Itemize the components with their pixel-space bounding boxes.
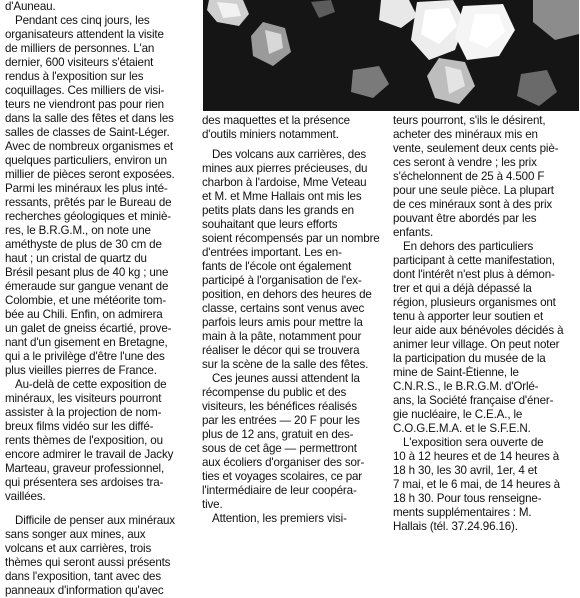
- text-line: d'outils miniers notamment.: [202, 128, 339, 141]
- text-line: C.N.R.S., le B.R.G.M. d'Orlé-: [393, 380, 539, 393]
- text-line: sous de cet âge — permettront: [202, 442, 357, 455]
- text-line: thèmes qui seront aussi présents: [5, 556, 171, 569]
- text-line: Pendant ces cinq jours, les: [15, 14, 150, 27]
- text-line: un galet de gneiss écartié, prove-: [5, 322, 172, 335]
- text-line: nant d'un gisement en Bretagne,: [5, 336, 168, 349]
- text-line: région, plusieurs organismes ont: [393, 296, 556, 309]
- text-line: aux écoliers d'organiser des sor-: [202, 456, 365, 469]
- text-line: breux films vidéo sur les diffé-: [5, 420, 154, 433]
- text-line: Au-delà de cette exposition de: [15, 378, 167, 391]
- text-line: sans songer aux mines, aux: [5, 528, 146, 541]
- text-line: petits plats dans les grands en: [202, 204, 354, 217]
- text-line: charbon à l'ardoise, Mme Veteau: [202, 176, 367, 189]
- text-line: de milliers de personnes. L'an: [5, 42, 155, 55]
- text-line: participé à l'organisation de l'ex-: [202, 274, 362, 287]
- text-line: mines aux pierres précieuses, du: [202, 162, 368, 175]
- text-line: dont l'intérêt n'est plus à démon-: [393, 268, 555, 281]
- text-line: haut ; un cristal de quartz du: [5, 252, 147, 265]
- text-line: ments supplémentaires : M.: [393, 506, 532, 519]
- text-line: par les entrées — 20 F pour les: [202, 414, 360, 427]
- text-line: vaillées.: [5, 490, 46, 503]
- text-line: classe, certains sont venus avec: [202, 302, 365, 315]
- text-line: ties et voyages scolaires, ce par: [202, 470, 363, 483]
- text-line: main à la pâte, notamment pour: [202, 330, 362, 343]
- text-line: rents thèmes de l'exposition, ou: [5, 434, 163, 447]
- text-line: recherches géologiques et miniè-: [5, 210, 171, 223]
- text-line: trer et qui a déjà dépassé la: [393, 282, 532, 295]
- text-line: Hallais (tél. 37.24.96.16).: [393, 520, 518, 533]
- text-line: visiteurs, les bénéfices réalisés: [202, 400, 357, 413]
- text-line: ces seront à vendre ; les prix: [393, 156, 537, 169]
- text-line: parfois leurs amis pour mettre la: [202, 316, 363, 329]
- text-line: réaliser le décor qui se trouvera: [202, 344, 360, 357]
- text-line: 7 mai, et le 6 mai, de 14 heures à: [393, 478, 560, 491]
- text-line: millier de pièces seront exposées.: [5, 168, 175, 181]
- text-line: l'intermédiaire de leur coopéra-: [202, 484, 357, 497]
- text-line: fants de l'école ont également: [202, 260, 352, 273]
- text-line: de ces minéraux sont à des prix: [393, 198, 553, 211]
- text-line: position, en dehors des heures de: [202, 288, 372, 301]
- text-line: émeraude sur gangue venant de: [5, 280, 169, 293]
- text-line: d'Auneau.: [5, 0, 56, 13]
- text-line: ressants, prêtés par le Bureau de: [5, 196, 172, 209]
- text-line: res, le B.R.G.M., on note une: [5, 224, 151, 237]
- text-line: pour une seule pièce. La plupart: [393, 184, 554, 197]
- text-line: pouvant être abordés par les: [393, 212, 537, 225]
- text-line: vente, seulement deux cents piè-: [393, 142, 559, 155]
- text-line: améthyste de plus de 30 cm de: [5, 238, 162, 251]
- text-line: salles de classes de Saint-Léger.: [5, 126, 170, 139]
- text-line: la participation du musée de la: [393, 352, 546, 365]
- text-line: Colombie, et une météorite tom-: [5, 294, 166, 307]
- text-line: bée au Chili. Enfin, on admirera: [5, 308, 163, 321]
- text-line: dernier, 600 visiteurs s'étaient: [5, 56, 154, 69]
- text-line: ans, la Société française d'éner-: [393, 394, 554, 407]
- text-line: récompense du public et des: [202, 386, 347, 399]
- text-line: C.O.G.E.M.A. et le S.F.E.N.: [393, 422, 531, 435]
- minerals-photo: [203, 0, 579, 111]
- text-line: Parmi les minéraux les plus inté-: [5, 182, 168, 195]
- text-line: 18 h 30. Pour tous renseigne-: [393, 492, 542, 505]
- text-line: qui a le privilège d'être l'une des: [5, 350, 165, 363]
- text-line: tenu à apporter leur soutien et: [393, 310, 544, 323]
- text-line: Marteau, graveur professionnel,: [5, 462, 165, 475]
- text-line: et M. et Mme Hallais ont mis les: [202, 190, 362, 203]
- text-line: gie nucléaire, le C.E.A., le: [393, 408, 523, 421]
- text-line: Brésil pesant plus de 40 kg ; une: [5, 266, 169, 279]
- text-line: 18 h 30, les 30 avril, 1er, 4 et: [393, 464, 538, 477]
- text-line: enfants.: [393, 226, 434, 239]
- text-line: quelques particuliers, environ un: [5, 154, 167, 167]
- text-line: plus de 12 ans, gratuit en des-: [202, 428, 354, 441]
- text-line: tive.: [202, 498, 223, 511]
- text-line: Attention, les premiers visi-: [212, 512, 347, 525]
- text-line: animer leur village. On peut noter: [393, 338, 560, 351]
- text-line: plus vieilles pierres de France.: [5, 364, 157, 377]
- text-line: Difficile de penser aux minéraux: [15, 514, 175, 527]
- text-line: des maquettes et la présence: [202, 114, 350, 127]
- text-line: dans la salle des fêtes et dans les: [5, 112, 174, 125]
- text-line: Ces jeunes aussi attendent la: [212, 372, 360, 385]
- text-line: L'exposition sera ouverte de: [403, 436, 544, 449]
- text-line: acheter des minéraux mis en: [393, 128, 538, 141]
- text-line: soient récompensés par un nombre: [202, 232, 380, 245]
- text-line: En dehors des particuliers: [403, 240, 534, 253]
- text-line: coquillages. Ces milliers de visi-: [5, 84, 165, 97]
- text-line: rendus à l'exposition sur les: [5, 70, 144, 83]
- text-line: volcans et aux carrières, trois: [5, 542, 152, 555]
- text-line: organisateurs attendent la visite: [5, 28, 164, 41]
- text-line: Des volcans aux carrières, des: [212, 148, 367, 161]
- text-line: qui présentera ses ardoises tra-: [5, 476, 164, 489]
- text-line: participant à cette manifestation,: [393, 254, 555, 267]
- text-line: teurs pourront, s'ils le désirent,: [393, 114, 546, 127]
- text-line: minéraux, les visiteurs pourront: [5, 392, 162, 405]
- text-line: d'entrées important. Les en-: [202, 246, 342, 259]
- text-line: mine de Saint-Étienne, le: [393, 366, 519, 379]
- text-line: encore admirer le travail de Jacky: [5, 448, 174, 461]
- text-line: dans l'exposition, tant avec des: [5, 570, 161, 583]
- text-line: assister à la projection de nom-: [5, 406, 162, 419]
- text-line: panneaux d'information qu'avec: [5, 584, 164, 597]
- text-line: sur la scène de la salle des fêtes.: [202, 358, 369, 371]
- text-line: 10 à 12 heures et de 14 heures à: [393, 450, 560, 463]
- text-line: souhaitant que leurs efforts: [202, 218, 338, 231]
- text-line: teurs ne viendront pas pour rien: [5, 98, 164, 111]
- text-line: leur aide aux bénévoles décidés à: [393, 324, 564, 337]
- text-line: Avec de nombreux organismes et: [5, 140, 173, 153]
- text-line: s'échelonnent de 25 à 4.500 F: [393, 170, 545, 183]
